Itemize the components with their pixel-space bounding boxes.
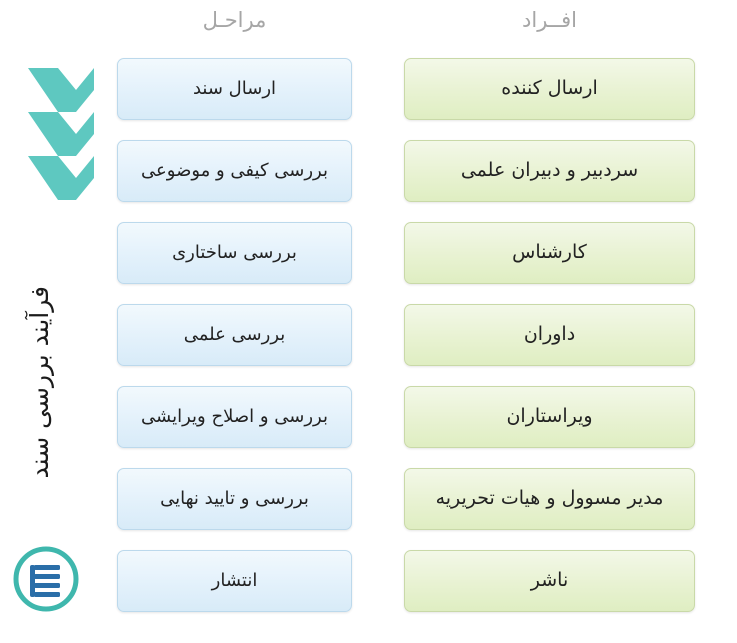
person-label: سردبیر و دبیران علمی — [460, 159, 639, 182]
person-label: ویراستاران — [506, 405, 593, 428]
person-label: داوران — [523, 323, 576, 346]
list-item[interactable] — [117, 304, 352, 366]
stage-label: انتشار — [211, 569, 258, 591]
person-label: مدیر مسوول و هیات تحریریه — [435, 487, 664, 510]
stage-label: بررسی و تایید نهایی — [160, 487, 309, 509]
list-item[interactable] — [404, 58, 695, 120]
list-item[interactable] — [117, 58, 352, 120]
list-item[interactable] — [404, 140, 695, 202]
double-chevron-down-icon — [20, 60, 102, 200]
list-item[interactable] — [117, 140, 352, 202]
list-item[interactable] — [404, 550, 695, 612]
stage-label: بررسی ساختاری — [172, 241, 297, 263]
list-item[interactable] — [117, 386, 352, 448]
column-header-stages: مراحـل — [202, 8, 267, 32]
list-item[interactable] — [117, 468, 352, 530]
diagram-vertical-title-text: فرآیند بررسی سند — [24, 285, 54, 479]
column-header-people: افــراد — [522, 8, 577, 32]
list-item[interactable] — [117, 222, 352, 284]
stage-label: ارسال سند — [192, 77, 277, 99]
stage-label: بررسی و اصلاح ویرایشی — [141, 405, 328, 427]
person-label: ارسال کننده — [501, 77, 598, 100]
list-item[interactable] — [404, 386, 695, 448]
list-item[interactable] — [117, 550, 352, 612]
stage-label: بررسی علمی — [183, 323, 286, 345]
person-label: ناشر — [530, 569, 569, 592]
diagram-vertical-title — [12, 222, 66, 542]
list-item[interactable] — [404, 222, 695, 284]
list-item[interactable] — [404, 304, 695, 366]
publisher-logo-icon — [10, 543, 82, 615]
stage-label: بررسی کیفی و موضوعی — [141, 159, 328, 181]
person-label: کارشناس — [512, 241, 587, 264]
list-item[interactable] — [404, 468, 695, 530]
